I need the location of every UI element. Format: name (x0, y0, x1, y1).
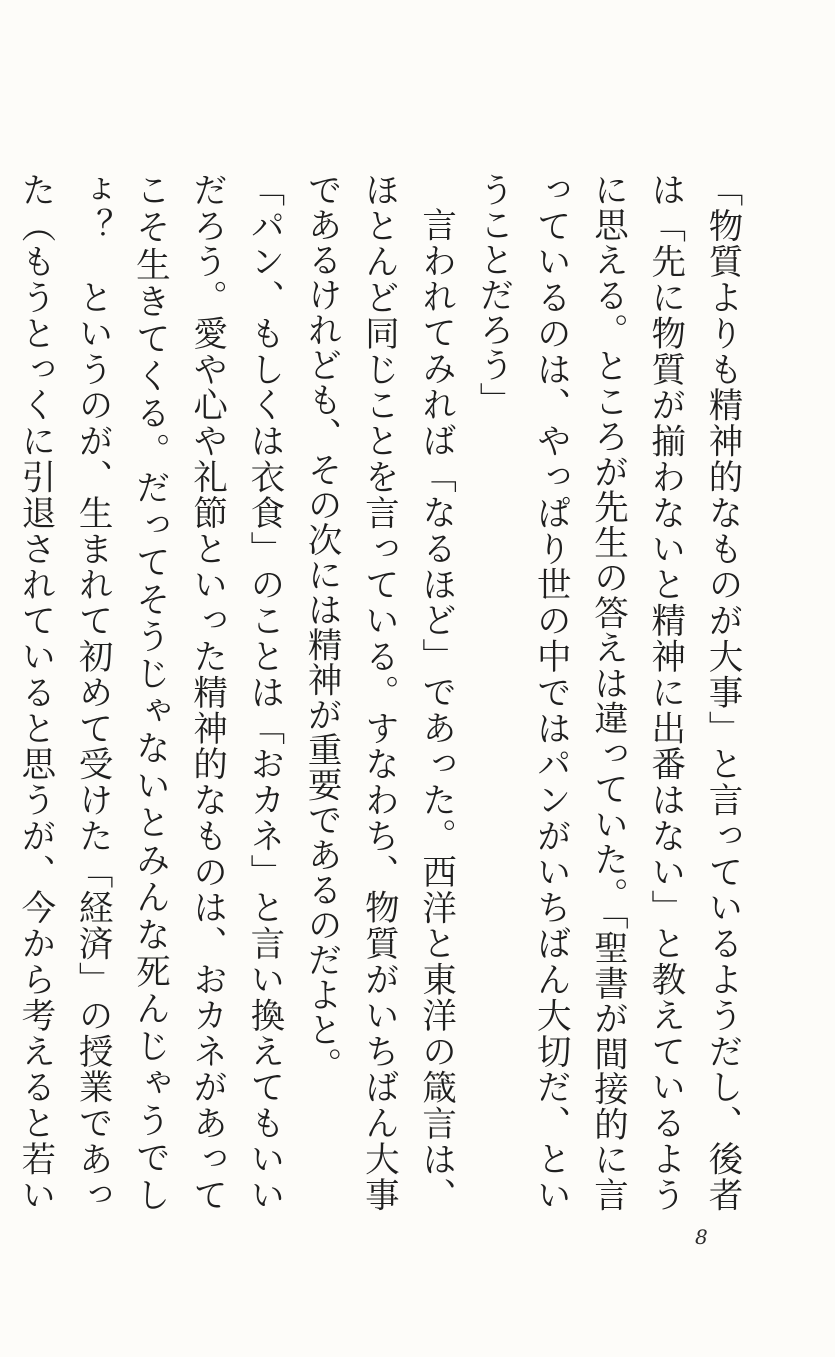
vertical-text-block (14, 172, 750, 1213)
paragraph-3: 「パン、もしくは衣食」のことは「おカネ」と言い換えてもいいだろう。愛や心や礼節といった精神的なものは、おカネがあってこそ生きてくる。だってそうじゃないとみんな死んじゃうでしょ？ というのが、生まれて初めて受けた「経済」の授業であった（もうとっくに引退されていると思うが、今から考えると若い (14, 172, 284, 1212)
paragraph-1: 「物質よりも精神的なものが大事」と言っているようだし、後者は「先に物質が揃わないと精神に出番はない」と教えているように思える。ところが先生の答えは違っていた。「聖書が間接的に言っているのは、やっぱり世の中ではパンがいちばん大切だ、ということだろう」 (472, 172, 742, 1212)
page-number: 8 (695, 1225, 708, 1249)
paragraph-2: 言われてみれば「なるほど」であった。西洋と東洋の箴言は、ほとんど同じことを言っている。すなわち、物質がいちばん大事であるけれども、その次には精神が重要であるのだよと。 (301, 172, 456, 1213)
